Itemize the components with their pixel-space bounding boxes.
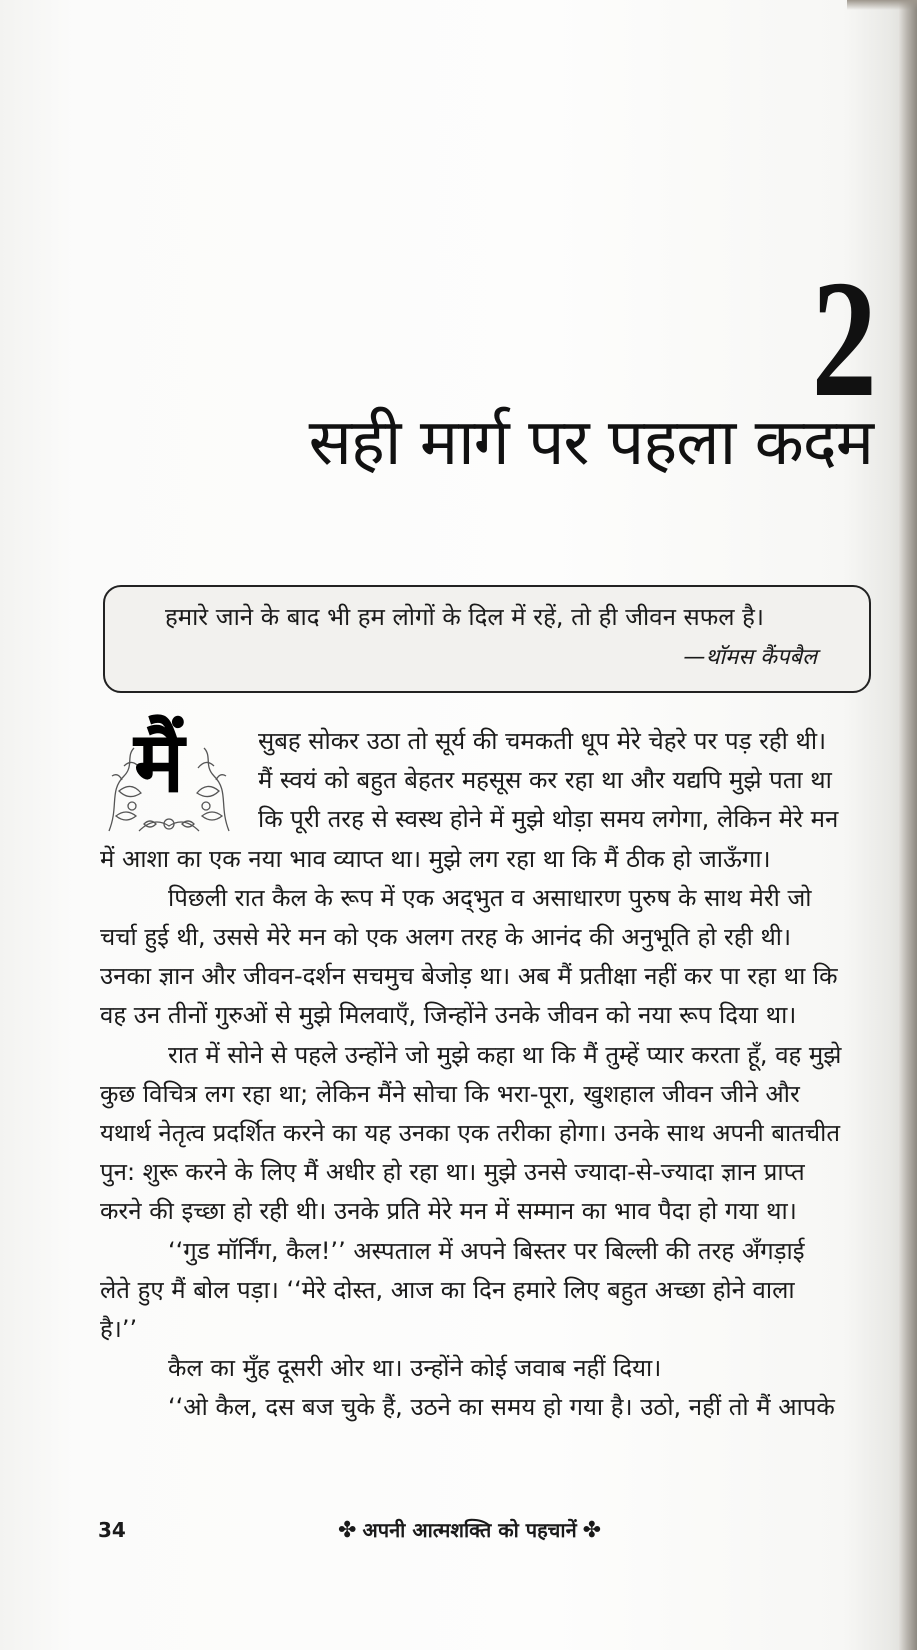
running-title [332,1513,607,1548]
page-number: 34 [98,1518,126,1542]
text-line: में आशा का एक नया भाव व्याप्त था। मुझे लग रहा था कि मैं ठीक हो जाऊँगा। [100,844,771,873]
text-line: वह उन तीनों गुरुओं से मुझे मिलवाएँ, जिन्होंने उनके जीवन को नया रूप दिया था। [100,1001,797,1030]
text-line: करने की इच्छा हो रही थी। उनके प्रति मेरे मन में सम्मान का भाव पैदा हो गया था। [100,1197,797,1226]
text-line: ‘‘ओ कैल, दस बज चुके हैं, उठने का समय हो गया है। उठो, नहीं तो मैं आपके [168,1393,835,1422]
fleuron-icon: ✤ [582,1518,602,1543]
fleuron-icon: ✤ [338,1518,357,1543]
epigraph-box [103,585,871,693]
chapter-title: सही मार्ग पर पहला कदम [308,406,873,480]
text-line: कैल का मुँह दूसरी ओर था। उन्होंने कोई जवाब नहीं दिया। [168,1354,662,1383]
epigraph-text: हमारे जाने के बाद भी हम लोगों के दिल में रहें, तो ही जीवन सफल है। [165,603,764,631]
text-line: है।’’ [100,1315,138,1344]
text-line: पिछली रात कैल के रूप में एक अद्‌भुत व असाधारण पुरुष के साथ मेरी जो [168,883,812,912]
running-title-text: अपनी आत्मशक्ति को पहचानें [362,1518,577,1542]
text-line: मैं स्वयं को बहुत बेहतर महसूस कर रहा था और यद्यपि मुझे पता था [258,766,832,795]
chapter-number: 2 [811,246,877,432]
epigraph-author: —थॉमस कैंपबैल [683,645,817,670]
text-line: सुबह सोकर उठा तो सूर्य की चमकती धूप मेरे चेहरे पर पड़ रही थी। [258,727,827,755]
page-edge-shadow [899,0,917,1650]
text-line: पुन: शुरू करने के लिए मैं अधीर हो रहा था। मुझे उनसे ज्यादा-से-ज्यादा ज्ञान प्राप्त [100,1158,805,1187]
page-corner-shadow [847,0,917,10]
text-line: उनका ज्ञान और जीवन-दर्शन सचमुच बेजोड़ था। अब मैं प्रतीक्षा नहीं कर पा रहा था कि [100,962,838,991]
text-line: चर्चा हुई थी, उससे मेरे मन को एक अलग तरह के आनंद की अनुभूति हो रही थी। [100,923,792,952]
text-line: कुछ विचित्र लग रहा था; लेकिन मैंने सोचा कि भरा-पूरा, खुशहाल जीवन जीने और [100,1079,800,1108]
text-line: ‘‘गुड मॉर्निंग, कैल!’’ अस्पताल में अपने बिस्तर पर बिल्ली की तरह अँगड़ाई [168,1236,805,1265]
text-line: यथार्थ नेतृत्व प्रदर्शित करने का यह उनका एक तरीका होगा। उनके साथ अपनी बातचीत [100,1119,841,1148]
text-line: रात में सोने से पहले उन्होंने जो मुझे कहा था कि मैं तुम्हें प्यार करता हूँ, वह मुझे [168,1040,842,1069]
text-line: लेते हुए मैं बोल पड़ा। ‘‘मेरे दोस्त, आज का दिन हमारे लिए बहुत अच्छा होने वाला [100,1275,795,1304]
drop-cap-letter: मैं [134,713,185,811]
text-line: कि पूरी तरह से स्वस्थ होने में मुझे थोड़ा समय लगेगा, लेकिन मेरे मन [258,805,839,834]
page-footer [98,1513,873,1547]
body-text [100,713,872,1428]
